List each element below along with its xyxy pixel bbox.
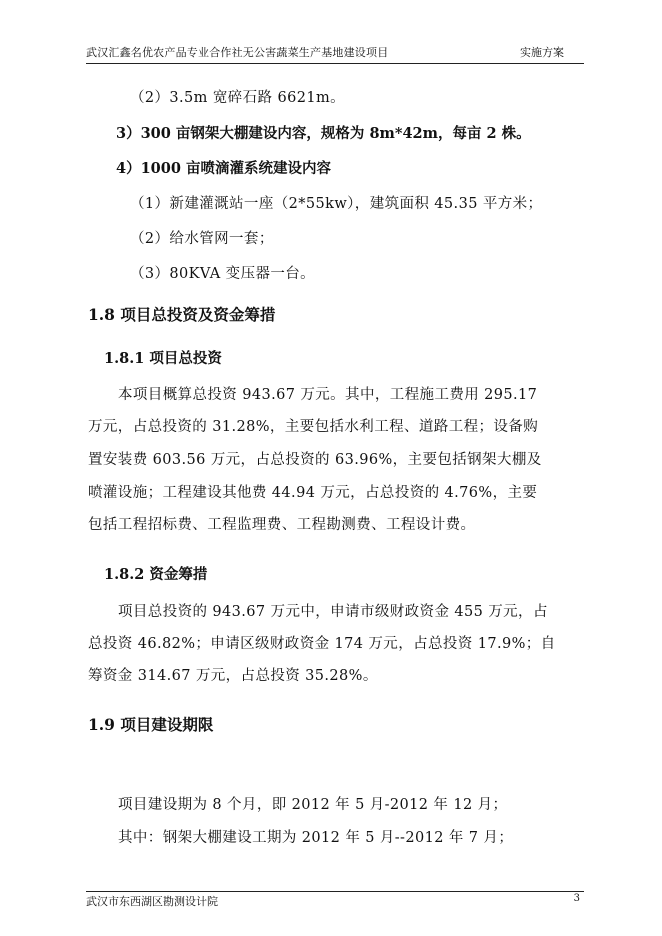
section-heading: 1.8 项目总投资及资金筹措 xyxy=(88,305,276,324)
section-heading: 1.9 项目建设期限 xyxy=(88,715,214,734)
list-item: （3）80KVA 变压器一台。 xyxy=(130,266,316,282)
header-section: 实施方案 xyxy=(520,46,564,59)
list-item: 4）1000 亩喷滴灌系统建设内容 xyxy=(116,160,331,177)
list-item: （2）3.5m 宽碎石路 6621m。 xyxy=(130,90,346,106)
header-title: 武汉汇鑫名优农产品专业合作社无公害蔬菜生产基地建设项目 xyxy=(86,46,389,59)
subsection-heading: 1.8.2 资金筹措 xyxy=(104,566,208,583)
list-item: （2）给水管网一套； xyxy=(130,231,274,247)
footer-org: 武汉市东西湖区勘测设计院 xyxy=(86,895,218,908)
paragraph-line: 包括工程招标费、工程监理费、工程勘测费、工程设计费。 xyxy=(88,517,476,533)
list-item: 3）300 亩钢架大棚建设内容，规格为 8m*42m，每亩 2 株。 xyxy=(116,125,531,142)
paragraph-line: 项目建设期为 8 个月，即 2012 年 5 月-2012 年 12 月； xyxy=(118,797,508,813)
page-footer xyxy=(86,891,584,908)
subsection-heading: 1.8.1 项目总投资 xyxy=(104,350,222,367)
paragraph-line: 项目总投资的 943.67 万元中，申请市级财政资金 455 万元，占 xyxy=(118,604,548,620)
paragraph-line: 万元，占总投资的 31.28%，主要包括水利工程、道路工程；设备购 xyxy=(88,419,539,435)
paragraph-line: 筹资金 314.67 万元，占总投资 35.28%。 xyxy=(88,668,378,684)
paragraph-line: 置安装费 603.56 万元，占总投资的 63.96%，主要包括钢架大棚及 xyxy=(88,452,542,468)
paragraph-line: 总投资 46.82%；申请区级财政资金 174 万元，占总投资 17.9%；自 xyxy=(88,636,556,652)
paragraph-line: 其中：钢架大棚建设工期为 2012 年 5 月--2012 年 7 月； xyxy=(118,830,514,846)
page-number: 3 xyxy=(573,893,580,904)
paragraph-line: 本项目概算总投资 943.67 万元。其中，工程施工费用 295.17 xyxy=(118,387,538,403)
list-item: （1）新建灌溉站一座（2*55kw），建筑面积 45.35 平方米； xyxy=(130,196,543,212)
page-header xyxy=(86,43,584,64)
paragraph-line: 喷灌设施；工程建设其他费 44.94 万元，占总投资的 4.76%，主要 xyxy=(88,485,538,501)
